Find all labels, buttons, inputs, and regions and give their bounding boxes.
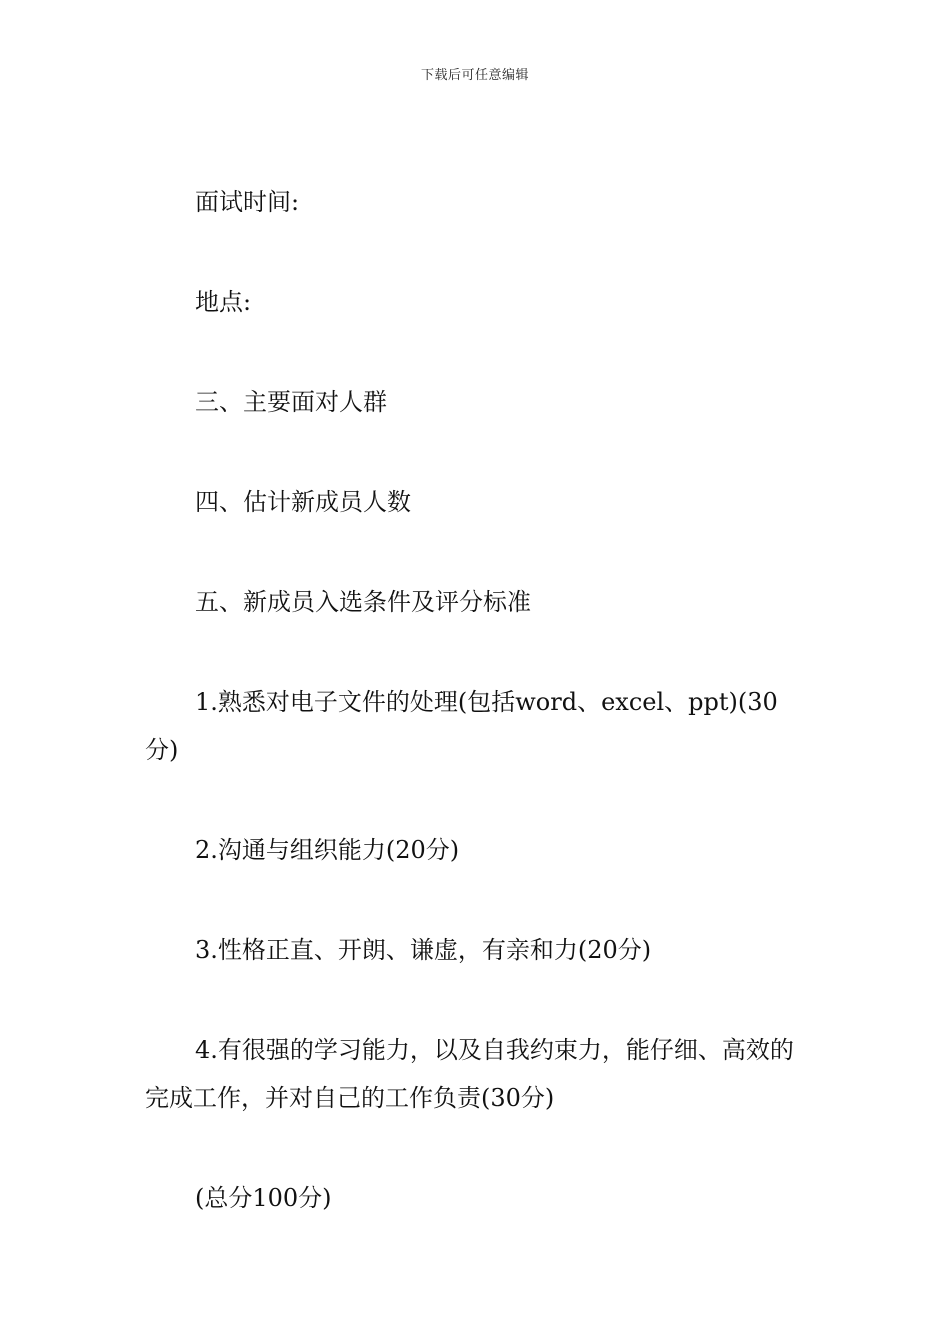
page-header: 下载后可任意编辑 [420, 68, 529, 83]
document-body [145, 178, 810, 1274]
section-target-audience: 三、主要面对人群 [195, 388, 387, 416]
location-line: 地点: [195, 288, 252, 316]
criterion-1: 1.熟悉对电子文件的处理(包括word、excel、ppt)(30分) [145, 688, 778, 764]
criterion-3: 3.性格正直、开朗、谦虚，有亲和力(20分) [195, 936, 652, 964]
section-estimated-members: 四、估计新成员人数 [195, 488, 411, 516]
interview-time-line: 面试时间: [195, 188, 300, 216]
criterion-4: 4.有很强的学习能力，以及自我约束力，能仔细、高效的完成工作，并对自己的工作负责(30分) [145, 1036, 794, 1112]
section-selection-criteria: 五、新成员入选条件及评分标准 [195, 588, 531, 616]
criterion-2: 2.沟通与组织能力(20分) [195, 836, 460, 864]
total-score-line: (总分100分) [195, 1184, 332, 1212]
